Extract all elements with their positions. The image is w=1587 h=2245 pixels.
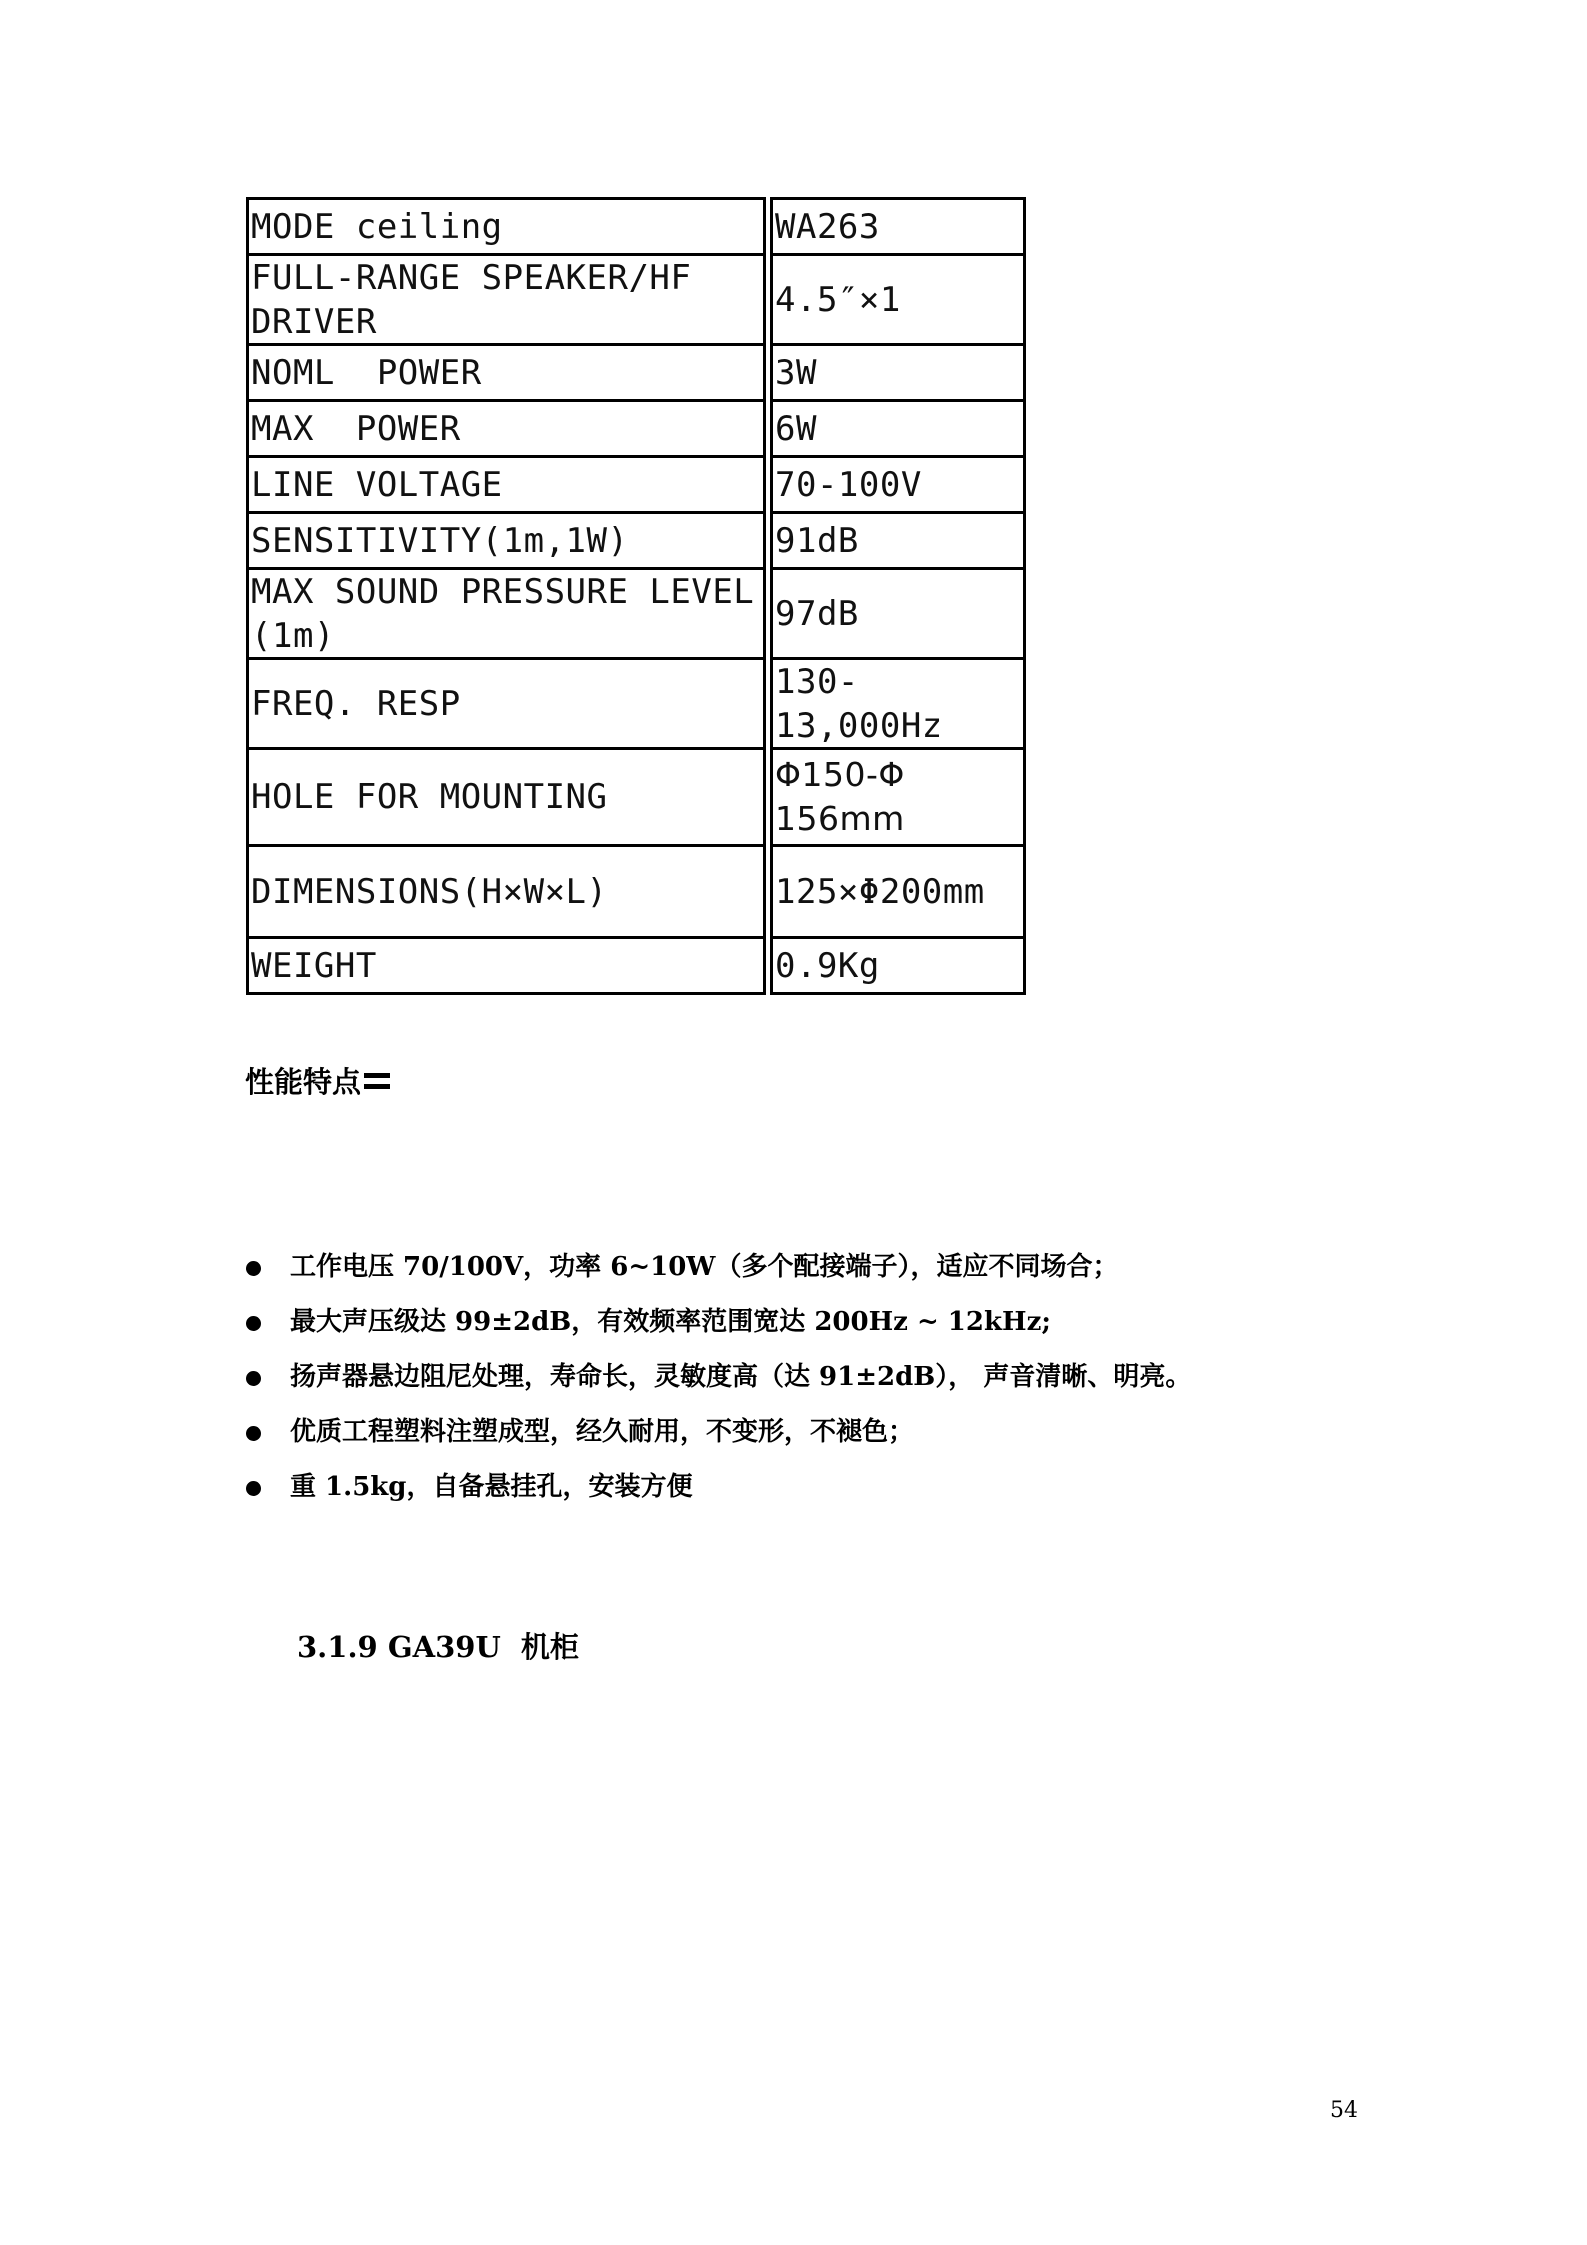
spec-key: NOML POWER [246, 343, 766, 402]
list-item [240, 1405, 1191, 1460]
spec-row [246, 844, 1026, 939]
spec-row [246, 343, 1026, 402]
spec-key: LINE VOLTAGE [246, 455, 766, 514]
spec-key: DIMENSIONS(H×W×L) [246, 844, 766, 939]
bullet-icon [246, 1426, 261, 1441]
spec-row [246, 253, 1026, 346]
equals-mark-icon [364, 1073, 390, 1089]
spec-row [246, 747, 1026, 847]
spec-value: 3W [770, 343, 1026, 402]
spec-value: WA263 [770, 197, 1026, 256]
spec-value: 6W [770, 399, 1026, 458]
spec-value: 4.5″×1 [770, 253, 1026, 346]
spec-value: 130-13,000Hz [770, 657, 1026, 750]
list-item [240, 1460, 1191, 1515]
features-heading-text: 性能特点 [245, 1065, 362, 1099]
spec-key: MODE ceiling [246, 197, 766, 256]
list-item-text: 优质工程塑料注塑成型，经久耐用，不变形，不褪色； [290, 1417, 915, 1447]
list-item-text: 重 1.5kg，自备悬挂孔，安装方便 [290, 1472, 693, 1502]
list-item-text: 工作电压 70/100V，功率 6~10W（多个配接端子），适应不同场合； [290, 1252, 1119, 1282]
bullet-icon [246, 1316, 261, 1331]
list-item [240, 1350, 1191, 1405]
spec-key: WEIGHT [246, 936, 766, 995]
list-item [240, 1295, 1191, 1350]
list-item-text: 扬声器悬边阻尼处理，寿命长，灵敏度高（达 91±2dB）， 声音清晰、明亮。 [290, 1362, 1192, 1392]
spec-value: 0.9Kg [770, 936, 1026, 995]
spec-row [246, 399, 1026, 458]
spec-value: 97dB [770, 567, 1026, 660]
spec-key: MAX POWER [246, 399, 766, 458]
bullet-icon [246, 1371, 261, 1386]
spec-key: HOLE FOR MOUNTING [246, 747, 766, 847]
spec-value: 70-100V [770, 455, 1026, 514]
spec-key: FREQ. RESP [246, 657, 766, 750]
spec-key: MAX SOUND PRESSURE LEVEL (1m) [246, 567, 766, 660]
spec-key: SENSITIVITY(1m,1W) [246, 511, 766, 570]
spec-value: 91dB [770, 511, 1026, 570]
features-heading [245, 1060, 390, 1101]
spec-row [246, 567, 1026, 660]
spec-row [246, 511, 1026, 570]
section-heading: 3.1.9 GA39U 机柜 [297, 1630, 579, 1664]
page-number: 54 [1330, 2098, 1358, 2123]
spec-table [246, 197, 1026, 997]
list-item-text: 最大声压级达 99±2dB，有效频率范围宽达 200Hz ~ 12kHz; [290, 1307, 1051, 1337]
list-item [240, 1240, 1191, 1295]
spec-key: FULL-RANGE SPEAKER/HF DRIVER [246, 253, 766, 346]
spec-row [246, 455, 1026, 514]
spec-value: Φ150-Φ 156mm [770, 747, 1026, 847]
spec-value: 125×Φ200mm [770, 844, 1026, 939]
bullet-icon [246, 1261, 261, 1276]
feature-list [240, 1240, 1191, 1515]
bullet-icon [246, 1481, 261, 1496]
spec-row [246, 936, 1026, 995]
spec-row [246, 197, 1026, 256]
spec-row [246, 657, 1026, 750]
